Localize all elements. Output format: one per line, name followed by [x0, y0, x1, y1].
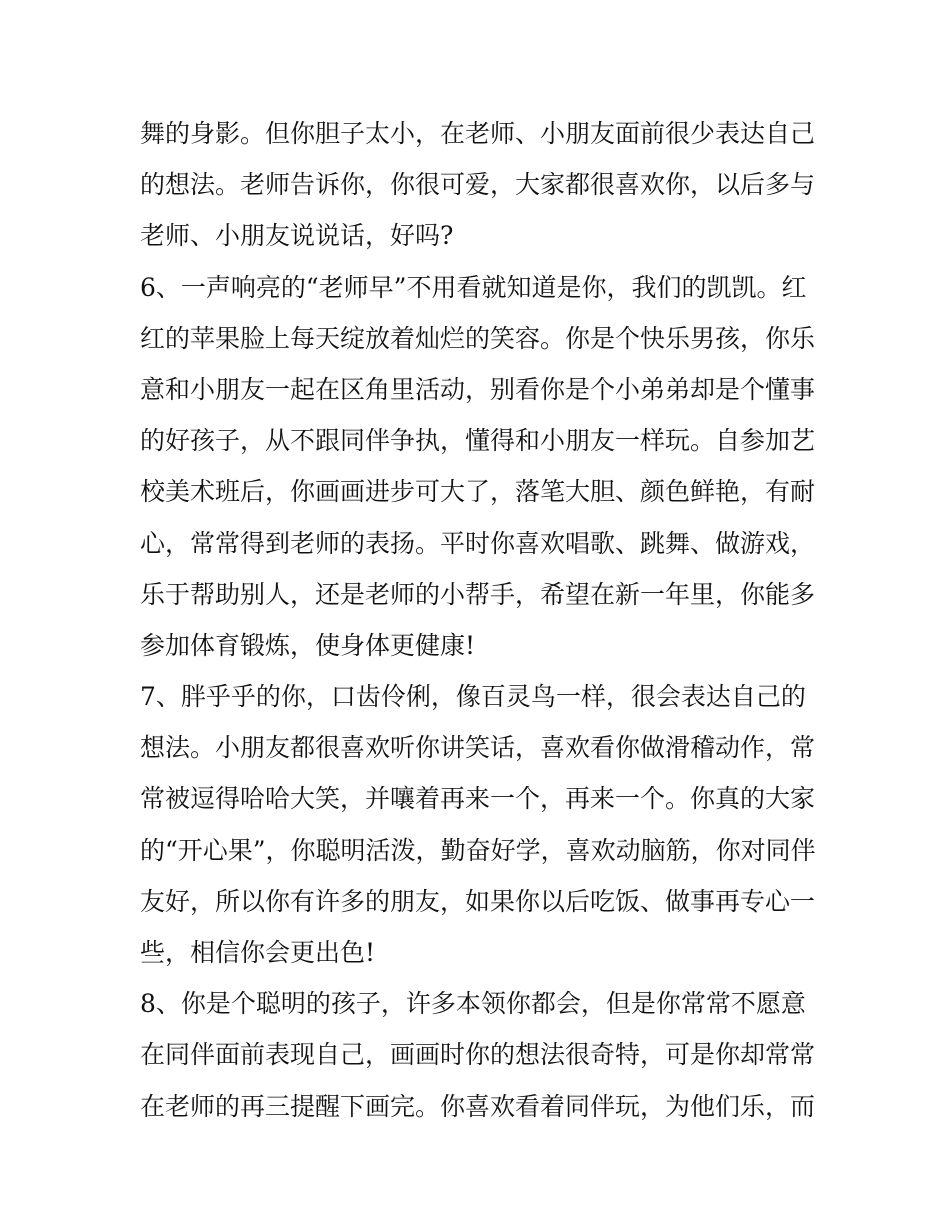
text-line: 友好，所以你有许多的朋友，如果你以后吃饭、做事再专心一	[140, 886, 816, 916]
text-line: 舞的身影。但你胆子太小，在老师、小朋友面前很少表达自己	[140, 119, 816, 148]
text-line: 些，相信你会更出色!	[140, 938, 376, 967]
text-line: 想法。小朋友都很喜欢听你讲笑话，喜欢看你做滑稽动作，常	[140, 733, 816, 763]
text-line: 意和小朋友一起在区角里活动，别看你是个小弟弟却是个懂事	[140, 374, 816, 404]
text-line: 在同伴面前表现自己，画画时你的想法很奇特，可是你却常常	[140, 1040, 816, 1070]
document-body	[140, 108, 820, 1132]
text-line: 6、一声响亮的“老师早”不用看就知道是你，我们的凯凯。红	[140, 272, 807, 302]
text-line: 的想法。老师告诉你，你很可爱，大家都很喜欢你，以后多与	[140, 170, 816, 200]
text-line: 心，常常得到老师的表扬。平时你喜欢唱歌、跳舞、做游戏，	[140, 528, 816, 558]
text-line: 的“开心果”，你聪明活泼，勤奋好学，喜欢动脑筋，你对同伴	[140, 835, 816, 865]
text-line: 8、你是个聪明的孩子，许多本领你都会，但是你常常不愿意	[140, 989, 806, 1019]
text-line: 参加体育锻炼，使身体更健康!	[140, 630, 476, 660]
text-line: 乐于帮助别人，还是老师的小帮手，希望在新一年里，你能多	[140, 579, 816, 609]
text-line: 7、胖乎乎的你，口齿伶俐，像百灵鸟一样，很会表达自己的	[140, 682, 806, 712]
text-line: 在老师的再三提醒下画完。你喜欢看着同伴玩，为他们乐，而	[140, 1091, 816, 1121]
text-line: 的好孩子，从不跟同伴争执，懂得和小朋友一样玩。自参加艺	[140, 426, 816, 456]
text-line: 校美术班后，你画画进步可大了，落笔大胆、颜色鲜艳，有耐	[140, 477, 816, 507]
text-line: 红的苹果脸上每天绽放着灿烂的笑容。你是个快乐男孩，你乐	[140, 323, 816, 353]
text-line: 常被逗得哈哈大笑，并嚷着再来一个，再来一个。你真的大家	[140, 784, 816, 814]
text-line: 老师、小朋友说说话，好吗?	[140, 221, 454, 251]
